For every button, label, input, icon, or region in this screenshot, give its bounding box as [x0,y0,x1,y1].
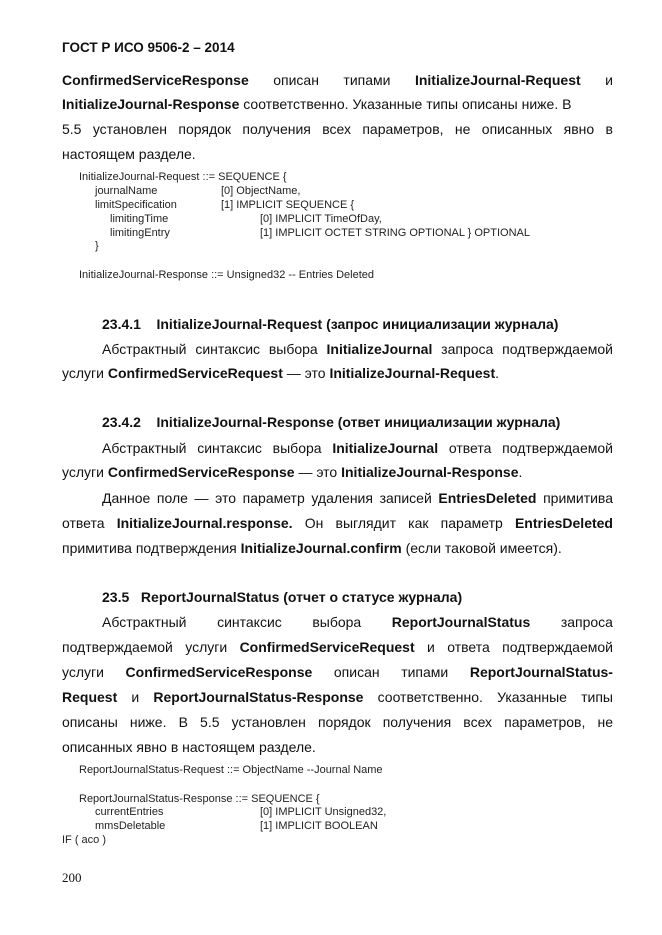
text-span: Абстрактный синтаксис выбора [102,440,333,456]
text-span: Данное поле — это параметр удаления записей [102,490,439,506]
code-line-type: [0] IMPLICIT TimeOfDay, [260,213,382,225]
term-bold: ConfirmedServiceRequest [107,365,283,381]
code-line-type: [1] IMPLICIT OCTET STRING OPTIONAL } OPTIONAL [260,227,530,239]
text-span: примитива [536,490,614,506]
code-line-name: limitingEntry [110,227,170,239]
text-span: услуги [62,664,104,680]
term-bold: EntriesDeleted [438,490,537,506]
term-bold: EntriesDeleted [514,515,613,531]
code-line: InitializeJournal-Response ::= Unsigned32 -- Entries Deleted [79,269,375,281]
text-span: — это [282,365,330,381]
text-span: описан [273,72,319,88]
term-bold: ConfirmedServiceRequest [239,639,415,655]
text-span: синтаксис [217,614,282,630]
code-line-type: [1] IMPLICIT SEQUENCE { [221,199,355,211]
paragraph-line [62,540,562,556]
term-bold: InitializeJournal.response. [116,515,293,531]
term-bold: InitializeJournal [332,440,439,456]
text-span: . [518,464,523,480]
code-line-name: mmsDeletable [95,820,166,832]
term-bold: InitializeJournal-Request [414,72,581,88]
term-bold: InitializeJournal [326,341,433,357]
term-bold: ConfirmedServiceResponse [125,664,313,680]
paragraph-line [62,72,613,88]
term-bold: InitializeJournal-Request [329,365,496,381]
code-line-type: [0] IMPLICIT Unsigned32, [260,806,387,818]
code-line-type: [1] IMPLICIT BOOLEAN [260,820,378,832]
paragraph-line [102,341,613,357]
text-span: ответа подтверждаемой [438,440,613,456]
text-span: запроса подтверждаемой [432,341,613,357]
text-span: (если таковой имеется). [401,540,562,556]
paragraph-line [62,365,499,381]
paragraph-line: 5.5 установлен порядок получения всех параметров, не описанных явно в [62,121,613,137]
text-span: . [495,365,500,381]
paragraph-line [62,96,571,112]
text-span: Он выглядит как параметр [292,515,515,531]
term-bold: InitializeJournal.confirm [240,540,402,556]
text-span: описан [333,664,380,680]
text-span: выбора [312,614,362,630]
text-span: соответственно. Указанные типы [363,689,613,705]
paragraph-line [102,440,613,456]
paragraph-line: настоящем разделе. [62,146,196,162]
term-bold: ReportJournalStatus [391,614,531,630]
code-line: ReportJournalStatus-Request ::= ObjectName --Journal Name [79,764,383,776]
paragraph-line: описанных явно в настоящем разделе. [62,739,316,755]
text-span: запроса [560,614,613,630]
paragraph-line [62,689,613,705]
term-bold: InitializeJournal-Response [62,96,240,112]
code-line-name: limitingTime [110,213,169,225]
term-bold: Request [62,689,118,705]
text-span: Абстрактный синтаксис выбора [102,341,327,357]
page-number: 200 [62,870,82,885]
section-heading: 23.5 ReportJournalStatus (отчет о статусе журнала) [102,589,463,605]
document-header: ГОСТ Р ИСО 9506-2 – 2014 [62,40,235,55]
code-line-type: [0] ObjectName, [221,185,301,197]
term-bold: ReportJournalStatus-Response [153,689,364,705]
paragraph-line [62,639,613,655]
paragraph-line [102,490,613,506]
text-span: подтверждаемой услуги [62,639,240,655]
text-span: и ответа подтверждаемой [414,639,613,655]
section-heading: 23.4.1 InitializeJournal-Request (запрос инициализации журнала) [102,316,559,332]
term-bold: ConfirmedServiceResponse [107,464,295,480]
text-span: — это [294,464,342,480]
code-line: } [95,240,99,252]
paragraph-line [62,664,613,680]
paragraph-line [62,515,613,531]
text-span: типами [343,72,391,88]
text-span: примитива подтверждения [62,540,241,556]
text-span: и [117,689,154,705]
text-span: ответа [62,515,117,531]
code-line-name: journalName [95,185,158,197]
code-line: ReportJournalStatus-Response ::= SEQUENCE { [79,793,320,805]
text-span: типами [401,664,449,680]
section-heading: 23.4.2 InitializeJournal-Response (ответ инициализации журнала) [102,414,561,430]
text-span: услуги [62,464,108,480]
text-span: соответственно. Указанные типы описаны ниже. В [239,96,572,112]
code-line: IF ( aco ) [62,834,107,846]
code-line: InitializeJournal-Request ::= SEQUENCE { [79,171,287,183]
term-bold: ConfirmedServiceResponse [62,72,249,88]
paragraph-line [102,614,613,630]
paragraph-line [62,464,522,480]
text-span: Абстрактный [102,614,187,630]
code-line-name: limitSpecification [95,199,177,211]
term-bold: ReportJournalStatus- [469,664,613,680]
text-span: услуги [62,365,108,381]
code-line-name: currentEntries [95,806,164,818]
term-bold: InitializeJournal-Response [341,464,519,480]
text-span: и [605,72,613,88]
paragraph-line: описаны ниже. В 5.5 установлен порядок получения всех параметров, не [62,714,613,730]
